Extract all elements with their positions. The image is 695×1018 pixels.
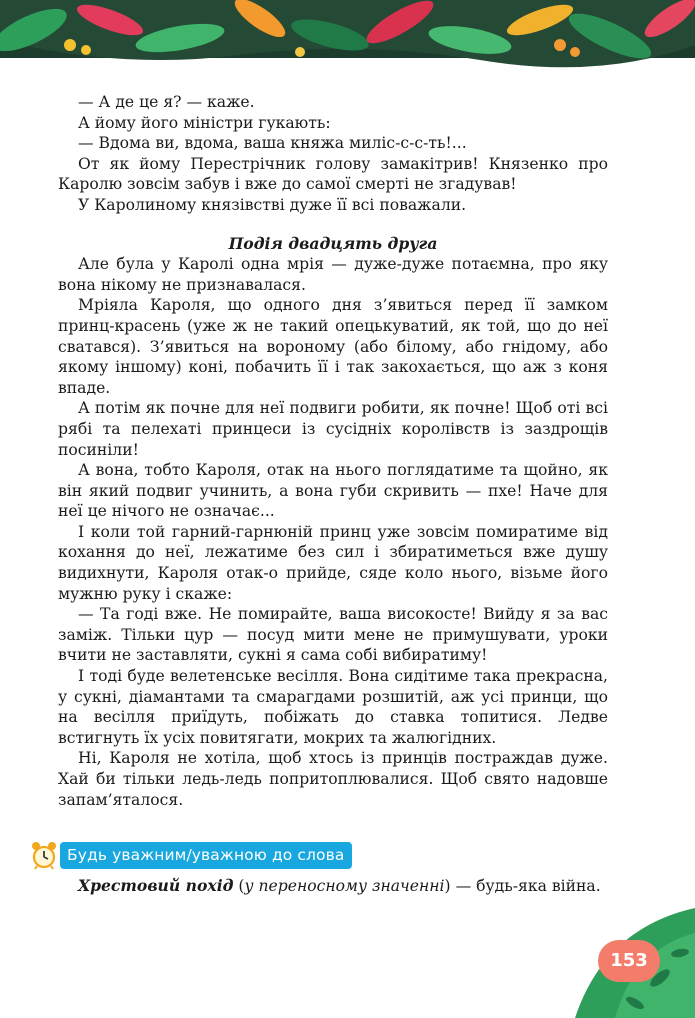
- paragraph: У Каролиному князівстві дуже її всі поважали.: [78, 195, 467, 214]
- paragraph: А йому його міністри гукають:: [78, 113, 331, 132]
- paragraph: І коли той гарний-гарнюній принц уже зовсім помиратиме від кохання до неї, лежатиме без сил і збиратиметься вже душу видихнути, Кароля отак-о прийде, сяде коло нього, візьме його мужню руку і скаже:: [58, 522, 608, 603]
- paragraph: А потім як почне для неї подвиги робити, як почне! Щоб оті всі рябі та пелехаті принцеси із сусідніх королівств із заздрощів посиніли!: [58, 399, 608, 459]
- paragraph: А вона, тобто Кароля, отак на нього поглядатиме та щойно, як він який подвиг учинить, а вона губи скривить — пхе! Наче для неї це нічого не означає...: [58, 461, 608, 521]
- story-text: [58, 92, 608, 810]
- paragraph: — Та годі вже. Не помирайте, ваша високосте! Вийду я за вас заміж. Тільки цур — посуд мити мене не примушувати, уроки вчити не заставляти, сукні я сама собі вибиратиму!: [58, 605, 608, 665]
- vocabulary-note: [30, 838, 630, 897]
- alarm-clock-icon: [30, 839, 58, 871]
- paragraph: — Вдома ви, вдома, ваша княжа миліс-с-с-ть!...: [78, 134, 467, 153]
- vocabulary-open-paren: (: [233, 877, 245, 895]
- paragraph: Але була у Каролі одна мрія — дуже-дуже потаємна, про яку вона нікому не признавалася.: [58, 255, 608, 294]
- vocabulary-definition: [58, 876, 608, 897]
- vocabulary-meaning: ) — будь-яка війна.: [444, 877, 601, 895]
- paragraph: — А де це я? — каже.: [78, 93, 255, 111]
- vocabulary-header: [30, 838, 630, 872]
- vocabulary-title: Будь уважним/уважною до слова: [60, 842, 352, 869]
- paragraph: От як йому Перестрічник голову замакітрив! Князенко про Каролю зовсім забув і вже до самої смерті не згадував!: [58, 154, 608, 194]
- paragraph: Ні, Кароля не хотіла, щоб хтось із принців постраждав дуже. Хай би тільки ледь-ледь попритоплювалися. Щоб свято надовше запам’яталося.: [58, 749, 608, 809]
- paragraph: Мріяла Кароля, що одного дня з’явиться перед її замком принц-красень (уже ж не такий опецькуватий, як той, що до неї сватався). З’явиться на вороному (або білому, або гнідому, або якому іншому) коні, побачить її і так закохається, що аж з коня впаде.: [58, 296, 608, 397]
- header-illustration: [0, 0, 695, 70]
- paragraph: І тоді буде велетенське весілля. Вона сидітиме така прекрасна, у сукні, діамантами та смарагдами розшитій, аж усі принци, що на весілля приїдуть, побіжать до ставка топитися. Ледве встигнуть їх усіх повитягати, мокрих та жалюгідних.: [58, 667, 608, 747]
- vocabulary-usage-note: у переносному значенні: [244, 877, 445, 895]
- vocabulary-term: Хрестовий похід: [78, 876, 234, 895]
- chapter-heading: Подія двадцять друга: [228, 233, 438, 253]
- page-number: 153: [598, 940, 660, 982]
